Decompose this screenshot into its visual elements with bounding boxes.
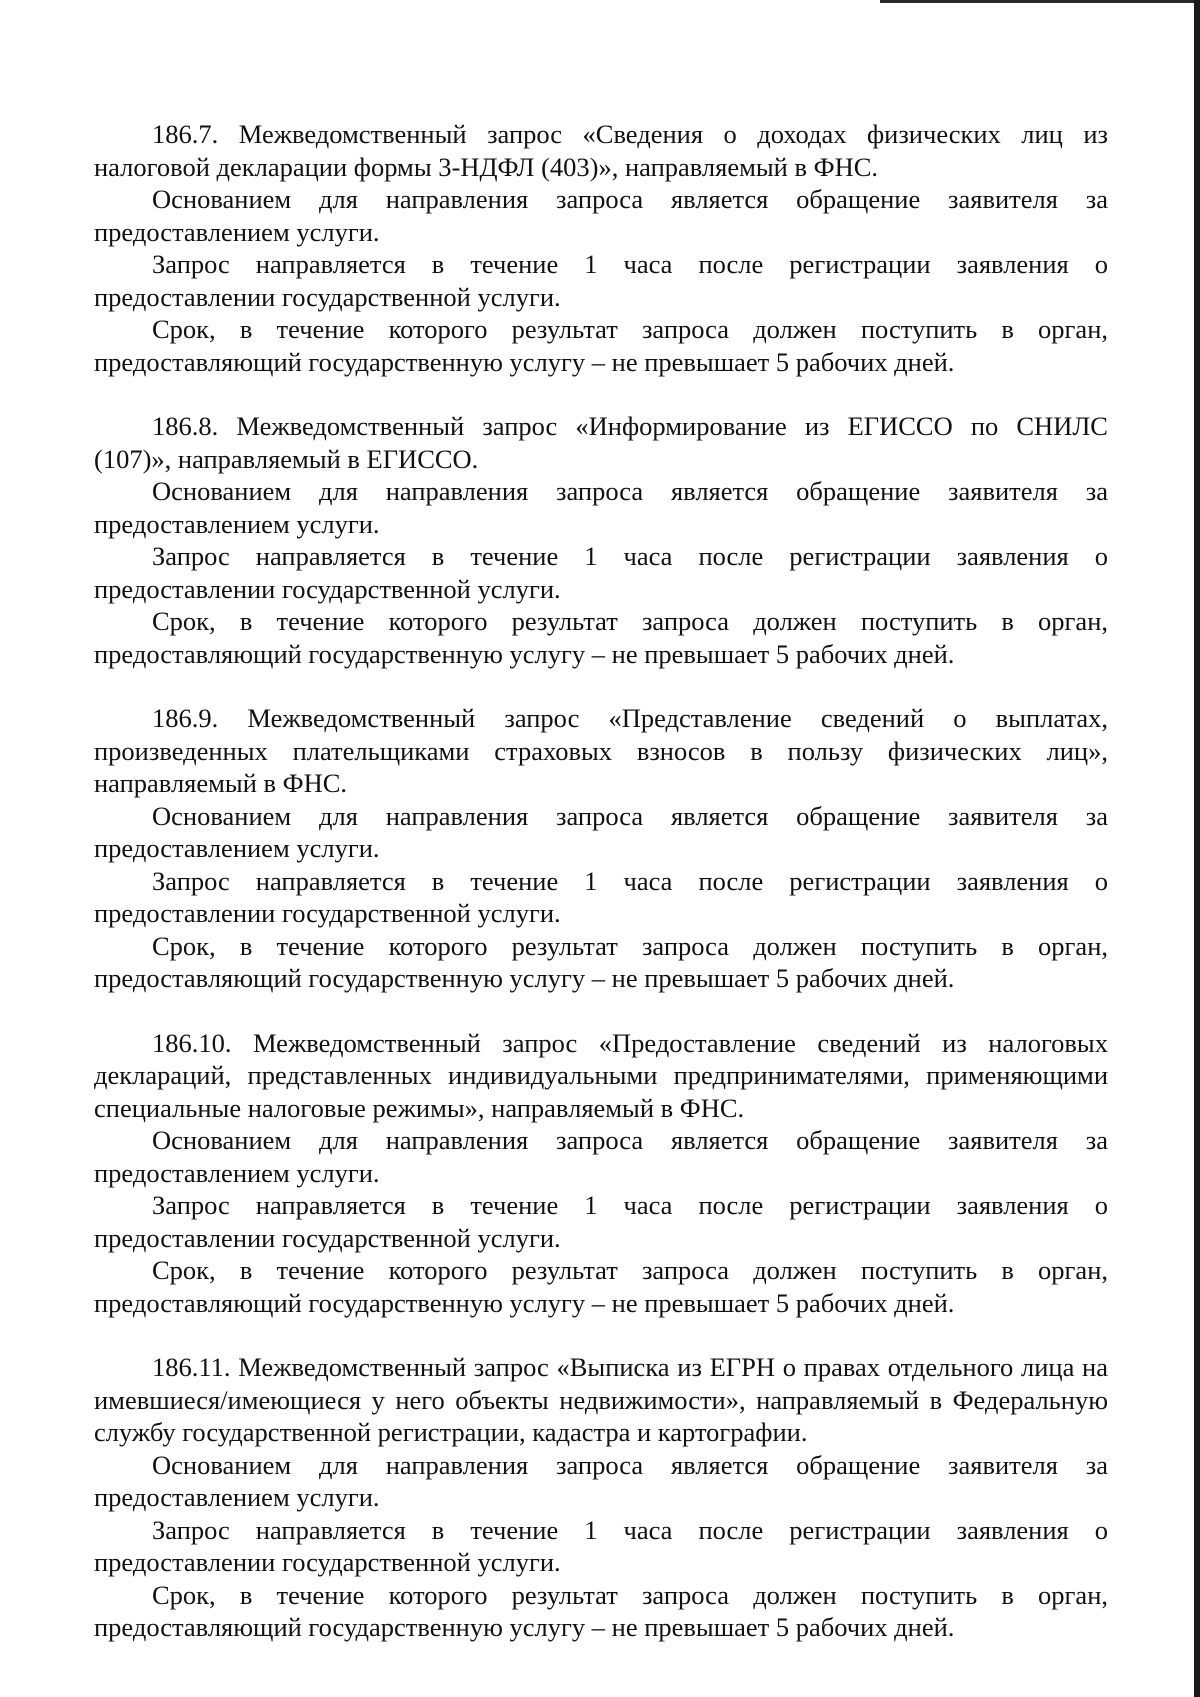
section-timing: Запрос направляется в течение 1 часа после регистрации заявления о предоставлении государственной услуги. <box>94 865 1108 928</box>
section-basis: Основанием для направления запроса является обращение заявителя за предоставлением услуги. <box>94 184 1108 247</box>
section-heading: 186.9. Межведомственный запрос «Представление сведений о выплатах, произведенных плательщиками страховых взносов в пользу физических лиц», направляемый в ФНС. <box>94 703 1108 798</box>
section-timing: Запрос направляется в течение 1 часа после регистрации заявления о предоставлении государственной услуги. <box>94 1514 1108 1577</box>
section-186-7 <box>94 118 1108 378</box>
section-186-10 <box>94 1027 1108 1320</box>
section-basis: Основанием для направления запроса является обращение заявителя за предоставлением услуги. <box>94 1449 1108 1512</box>
section-basis: Основанием для направления запроса является обращение заявителя за предоставлением услуги. <box>94 800 1108 863</box>
section-timing: Запрос направляется в течение 1 часа после регистрации заявления о предоставлении государственной услуги. <box>94 1190 1108 1253</box>
section-deadline: Срок, в течение которого результат запроса должен поступить в орган, предоставляющий государственную услугу – не превышает 5 рабочих дней. <box>94 314 1108 377</box>
section-basis: Основанием для направления запроса является обращение заявителя за предоставлением услуги. <box>94 1125 1108 1188</box>
section-heading: 186.8. Межведомственный запрос «Информирование из ЕГИССО по СНИЛС (107)», направляемый в ЕГИССО. <box>94 411 1108 474</box>
scan-edge-top <box>880 0 1200 3</box>
section-deadline: Срок, в течение которого результат запроса должен поступить в орган, предоставляющий государственную услугу – не превышает 5 рабочих дней. <box>94 930 1108 993</box>
section-heading: 186.11. Межведомственный запрос «Выписка из ЕГРН о правах отдельного лица на имевшиеся/имеющиеся у него объекты недвижимости», направляемый в Федеральную службу государственной регистрации, кадастра и картографии. <box>94 1352 1108 1447</box>
section-timing: Запрос направляется в течение 1 часа после регистрации заявления о предоставлении государственной услуги. <box>94 541 1108 604</box>
section-deadline: Срок, в течение которого результат запроса должен поступить в орган, предоставляющий государственную услугу – не превышает 5 рабочих дней. <box>94 1579 1108 1642</box>
section-186-11 <box>94 1351 1108 1644</box>
section-deadline: Срок, в течение которого результат запроса должен поступить в орган, предоставляющий государственную услугу – не превышает 5 рабочих дней. <box>94 606 1108 669</box>
section-timing: Запрос направляется в течение 1 часа после регистрации заявления о предоставлении государственной услуги. <box>94 249 1108 312</box>
section-heading: 186.7. Межведомственный запрос «Сведения о доходах физических лиц из налоговой декларации формы 3-НДФЛ (403)», направляемый в ФНС. <box>94 119 1108 182</box>
scan-edge-right <box>1194 0 1200 1697</box>
section-186-8 <box>94 410 1108 670</box>
section-basis: Основанием для направления запроса является обращение заявителя за предоставлением услуги. <box>94 476 1108 539</box>
section-186-9 <box>94 702 1108 995</box>
section-heading: 186.10. Межведомственный запрос «Предоставление сведений из налоговых деклараций, представленных индивидуальными предпринимателями, применяющими специальные налоговые режимы», направляемый в ФНС. <box>94 1027 1108 1123</box>
document-page <box>94 118 1108 1676</box>
section-deadline: Срок, в течение которого результат запроса должен поступить в орган, предоставляющий государственную услугу – не превышает 5 рабочих дней. <box>94 1255 1108 1318</box>
